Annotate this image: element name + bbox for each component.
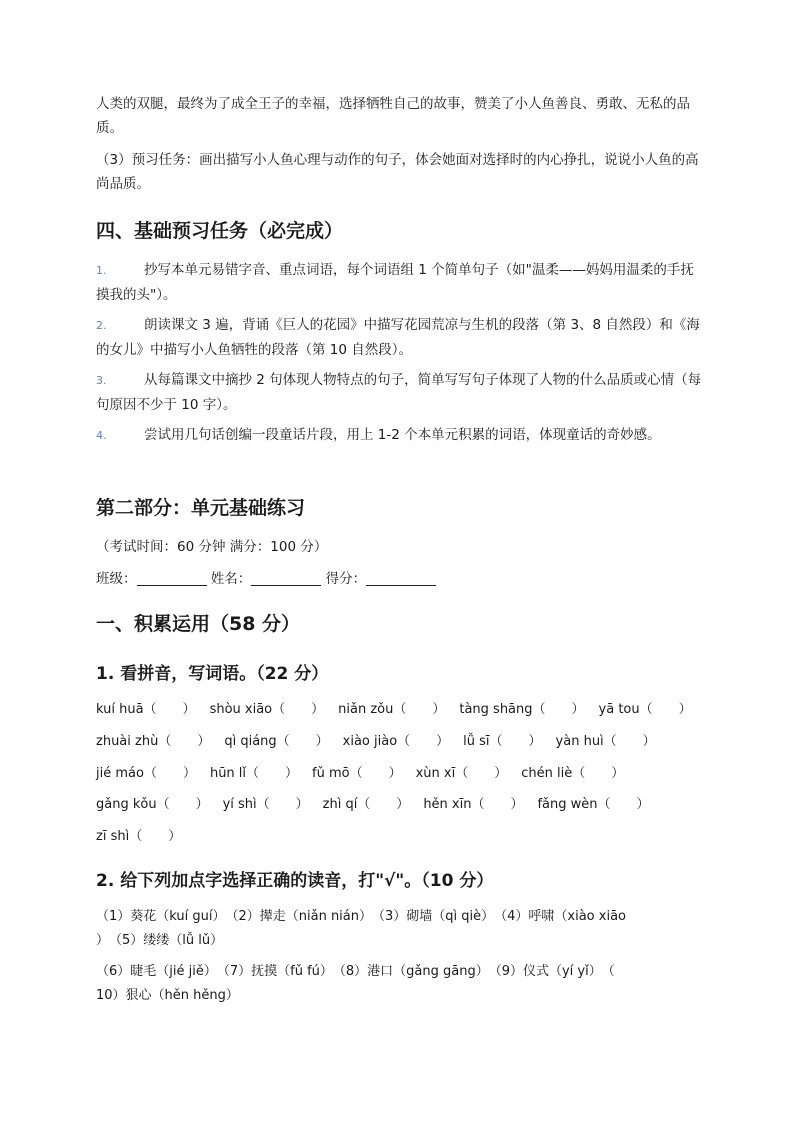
class-blank[interactable] [137, 571, 207, 586]
task-text: 尝试用几句话创编一段童话片段，用上 1-2 个本单元积累的词语，体现童话的奇妙感。 [144, 427, 661, 443]
reading-choice-line: ） （5）缕缕（lǚ lǔ） [96, 933, 224, 948]
score-label: 得分： [325, 571, 367, 587]
student-info-line [96, 567, 706, 591]
pinyin-item: gǎng kǒu（ ） [96, 797, 209, 812]
pinyin-item: xiào jiào（ ） [342, 734, 450, 749]
question-1-heading: 1. 看拼音，写词语。（22 分） [96, 664, 329, 684]
pinyin-item: fǎng wèn（ ） [537, 797, 650, 812]
section-1-heading: 一、积累运用（58 分） [96, 613, 301, 635]
class-label: 班级： [96, 571, 137, 587]
task-number: 4. [96, 429, 107, 442]
pinyin-item: zī shì（ ） [96, 829, 182, 844]
name-label: 姓名： [210, 571, 252, 587]
score-blank[interactable] [366, 571, 436, 586]
pinyin-item: jié máo（ ） [96, 766, 196, 781]
task-number: 2. [96, 319, 107, 332]
pinyin-row [96, 700, 706, 720]
task-text: 抄写本单元易错字音、重点词语，每个词语组 1 个简单句子（如"温柔——妈妈用温柔的手抚摸我的头"）。 [96, 262, 694, 303]
task-text: 朗读课文 3 遍，背诵《巨人的花园》中描写花园荒凉与生机的段落（第 3、8 自然段）和《海的女儿》中描写小人鱼牺牲的段落（第 10 自然段）。 [96, 317, 700, 358]
task-item-3 [96, 368, 706, 417]
pinyin-item: shòu xiāo（ ） [209, 702, 325, 717]
pinyin-item: zhì qí（ ） [322, 797, 410, 812]
pinyin-item: kuí huā（ ） [96, 702, 196, 717]
reading-choice-line: 10）狠心（hěn hěng） [96, 988, 239, 1003]
pinyin-item: zhuài zhù（ ） [96, 734, 211, 749]
pinyin-item: niǎn zǒu（ ） [338, 702, 446, 717]
task-item-2 [96, 313, 706, 362]
intro-paragraph-2: （3）预习任务：画出描写小人鱼心理与动作的句子，体会她面对选择时的内心挣扎，说说小人鱼的高尚品质。 [96, 152, 699, 192]
reading-choice-line: （1）葵花（kuí guí） （2）撵走（niǎn nián） （3）砌墙（qì qiè） （4）呼啸（xiào xiāo [96, 909, 626, 924]
task-item-1 [96, 258, 706, 307]
pinyin-item: yí shì（ ） [222, 797, 309, 812]
pinyin-item: fǔ mō（ ） [312, 766, 402, 781]
task-number: 3. [96, 374, 107, 387]
pinyin-item: lǚ sī（ ） [463, 734, 542, 749]
pinyin-item: yā tou（ ） [598, 702, 692, 717]
pinyin-item: xùn xī（ ） [415, 766, 508, 781]
pinyin-item: tàng shāng（ ） [459, 702, 585, 717]
section-4-heading: 四、基础预习任务（必完成） [96, 220, 344, 242]
task-number: 1. [96, 264, 107, 277]
question-2-heading: 2. 给下列加点字选择正确的读音，打"√"。（10 分） [96, 871, 494, 891]
pinyin-item: hūn lǐ（ ） [209, 766, 299, 781]
intro-paragraph-1: 人类的双腿，最终为了成全王子的幸福，选择牺牲自己的故事，赞美了小人鱼善良、勇敢、无私的品质。 [96, 96, 690, 136]
task-item-4 [96, 423, 706, 448]
reading-choice-line: （6）睫毛（jié jiě） （7）抚摸（fǔ fú） （8）港口（gǎng gāng） （9）仪式（yí yǐ） （ [96, 964, 615, 979]
pinyin-row [96, 732, 706, 752]
pinyin-row [96, 827, 706, 847]
name-blank[interactable] [251, 571, 321, 586]
pinyin-item: hěn xīn（ ） [423, 797, 524, 812]
exam-info: （考试时间：60 分钟 满分：100 分） [96, 539, 328, 555]
task-text: 从每篇课文中摘抄 2 句体现人物特点的句子，简单写写句子体现了人物的什么品质或心情（每句原因不少于 10 字）。 [96, 372, 702, 413]
pinyin-item: qì qiáng（ ） [224, 734, 329, 749]
pinyin-row [96, 764, 706, 784]
pinyin-item: chén liè（ ） [521, 766, 625, 781]
part-2-heading: 第二部分：单元基础练习 [96, 497, 306, 519]
pinyin-item: yàn huì（ ） [555, 734, 656, 749]
pinyin-row [96, 795, 706, 815]
